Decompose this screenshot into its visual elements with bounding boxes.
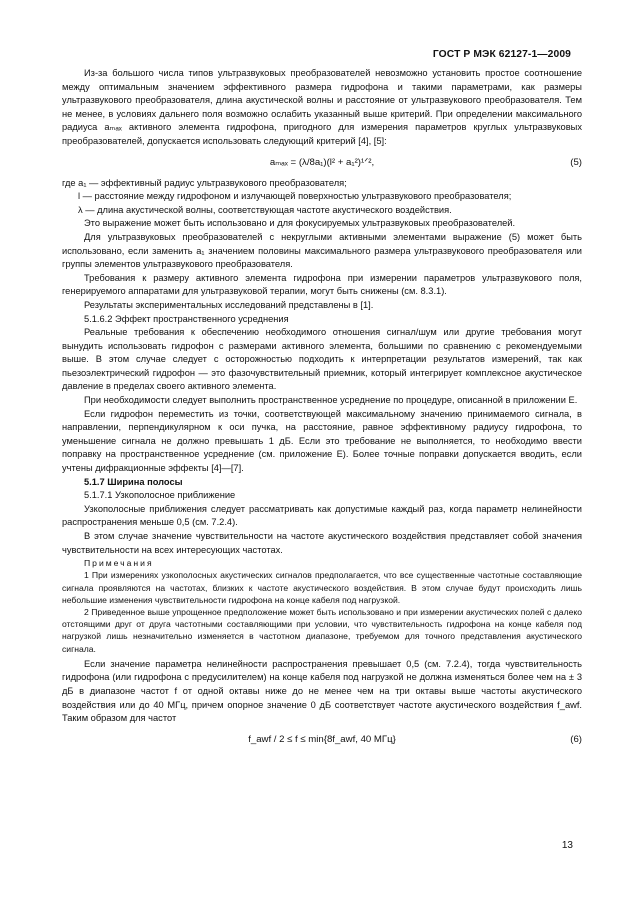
formula-5: [62, 151, 582, 175]
page-number: 13: [561, 840, 573, 852]
definition-l: l — расстояние между гидрофоном и излучающей поверхностью ультразвукового преобразователя;: [78, 191, 512, 202]
formula-6: [62, 728, 582, 752]
paragraph: Из-за большого числа типов ультразвуковых преобразователей невозможно установить простое соотношение между оптимальным значением эффективного размера гидрофона и такими параметрами, как размеры ультразвукового преобразователя, длина акустической волны и расстояние от ультразвукового преобразователя. Тем не менее, в условиях дальнего поля возможно ослабить указанный выше критерий. При определении максимального радиуса aₘₐₓ активного элемента гидрофона, пригодного для измерения параметров круглых ультразвуковых преобразователей, допускается использовать следующий критерий [4], [5]:: [62, 68, 582, 146]
paragraph: Если гидрофон переместить из точки, соответствующей максимальному значению принимаемого сигнала, в направлении, перпендикулярном к оси пучка, на расстояние, равное эффективному радиусу гидрофона, то уменьшение сигнала не должно превышать 1 дБ. Если это требование не выполняется, то необходимо ввести поправку на пространственное усреднение (см. приложение Е). Более точные поправки допускается вводить, если учтены дифракционные эффекты [4]—[7].: [62, 408, 582, 474]
notes-title: Примечания: [84, 558, 154, 569]
page-content: [62, 67, 582, 754]
formula-6-expression: f_awf / 2 ≤ f ≤ min{8f_awf, 40 МГц}: [248, 733, 396, 745]
formula-5-number: (5): [570, 156, 582, 168]
definition-a1: где a₁ — эффективный радиус ультразвукового преобразователя;: [62, 177, 347, 188]
formula-5-expression: aₘₐₓ = (λ/8a₁)(l² + a₁²)¹ᐟ²,: [269, 156, 375, 168]
section-heading-517: 5.1.7 Ширина полосы: [84, 476, 183, 487]
paragraph: Реальные требования к обеспечению необходимого отношения сигнал/шум или другие требования могут вынудить использовать гидрофон с размерами активного элемента, большими по сравнению с рекомендуемыми выше. В этом случае следует с осторожностью подходить к интерпретации результатов измерений, так как пьезоэлектрический гидрофон — это фазочувствительный приемник, который интегрирует комплексное акустическое давление в пределах своего активного элемента.: [62, 327, 582, 392]
paragraph: Результаты экспериментальных исследований представлены в [1].: [84, 299, 374, 310]
paragraph: При необходимости следует выполнить пространственное усреднение по процедуре, описанной в приложении Е.: [84, 395, 578, 406]
definition-lambda: λ — длина акустической волны, соответствующая частоте акустического воздействия.: [78, 204, 452, 215]
paragraph: Для ультразвуковых преобразователей с некруглыми активными элементами выражение (5) может быть использовано, если заменить a₁ значением половины максимального размера ультразвукового преобразователя или группы элементов ультразвукового преобразователя.: [62, 231, 582, 270]
standard-header: ГОСТ Р МЭК 62127-1—2009: [432, 49, 571, 60]
paragraph: Если значение параметра нелинейности распространения превышает 0,5 (см. 7.2.4), тогда чувствительность гидрофона (или гидрофона с предусилителем) на конце кабеля под нагрузкой не должна изменяться более чем на ± 3 дБ в диапазоне частот f от одной октавы ниже до не менее чем на три октавы выше частоты акустического воздействия или до 40 МГц, причем опорное значение 0 дБ соответствует частоте акустического воздействия f_awf. Таким образом для частот: [62, 658, 582, 724]
section-heading-5162: 5.1.6.2 Эффект пространственного усреднения: [84, 313, 289, 324]
paragraph: Узкополосные приближения следует рассматривать как допустимые каждый раз, когда параметр нелинейности распространения меньше 0,5 (см. 7.2.4).: [62, 503, 582, 528]
section-heading-5171: 5.1.7.1 Узкополосное приближение: [84, 490, 236, 501]
paragraph: В этом случае значение чувствительности на частоте акустического воздействия представляет собой значения чувствительности на всех интересующих частотах.: [62, 531, 582, 555]
paragraph: Требования к размеру активного элемента гидрофона при измерении параметров ультразвукового поля, генерируемого аппаратами для ультразвуковой терапии, могут быть снижены (см. 8.3.1).: [62, 272, 582, 297]
formula-6-number: (6): [570, 733, 582, 745]
paragraph: Это выражение может быть использовано и для фокусируемых ультразвуковых преобразователей.: [84, 218, 516, 229]
note-2: 2 Приведенное выше упрощенное предположение может быть использовано и при измерении акустических полей с далеко отстоящими друг от друга частотными составляющими при условии, что чувствительность гидрофона на конце кабеля под нагрузкой лишь незначительно изменяется в частотном диапазоне, требуемом для точного представления акустического сигнала.: [62, 607, 582, 654]
note-1: 1 При измерениях узкополосных акустических сигналов предполагается, что все существенные частотные составляющие сигнала проявляются на частотах, близких к частоте акустического воздействия. В этом случае будут происходить лишь небольшие изменения чувствительности гидрофона на конце кабеля под нагрузкой.: [62, 570, 582, 605]
